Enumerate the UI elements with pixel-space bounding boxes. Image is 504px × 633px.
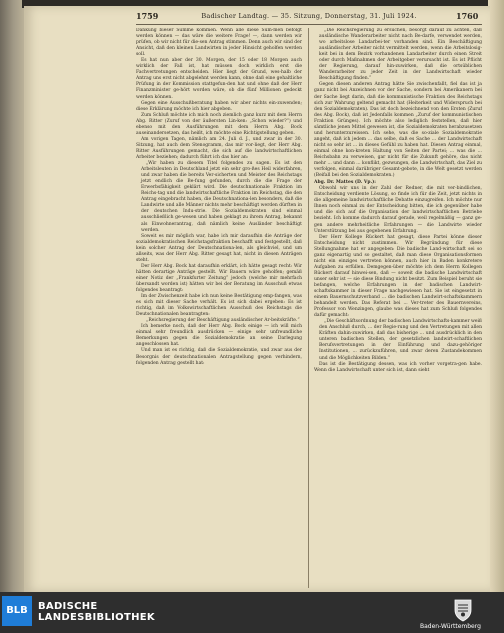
paragraph: „Wir haben zu diesem Titel folgendes zu sagen. Es ist den Arbeitsleuten in Deutschland jetzt ein sehr gro-ßes Heil widerfahren, und zwar haben die bereits Ver-sicherten und Meister des Reichstags jetzt endlich die Be-fung gefunden, durch die die Frage der Erwerbsfähigkeit geklärt wird. Die deutschnationale Fraktion im Reichs-tag und die landwirtschaftliche Fraktion im Reichstag, die den Antrag eingebracht haben, die Deutschnationa-len besonders, daß die Landwirte und alle Männer nichts mehr beschäftigt werden dürften in der deutschen Indu-strie. Die Sozialdemokraten sind einmal ausschließlich ge-wesen und haben geklagt zu ihrem Antrag, bekannt als Einwohnerantrag, daß nämlich keine Ausländer beschäftigt werden.	[141, 161, 302, 233]
paragraph: Der Herr Abg. Bock hat daraufhin erklärt, ich hätte gesagt recht: Wir hätten derartige Anträge gestellt. Wir Bauern wäre geholfen; gemäß einer Notiz der „Frankfurter Zeitung“ jedoch (welche mir mehrfach übersandt worden ist) hätten wir bei der Beratung im Ausschuß etwas folgendes beantragt:	[136, 263, 302, 294]
paragraph: Das ist die Bestätigung dessen, was ich vorher vorgetra-gen habe. Wenn die Landwirtschaft unter sich ist, dann sieht	[314, 361, 482, 373]
paragraph: „Reichsregierung der Beschäftigung ausländischer Ar-beitskräfte.“	[146, 318, 300, 324]
paragraph: Gegen eine Ausschußberatung haben wir aber nichts ein-zuwenden; diese Erklärung möchte ich hier abgeben.	[136, 100, 302, 112]
coat-of-arms-icon	[452, 598, 474, 622]
paragraph: „Die Geschäftsordnung der badischen Landwirtschafts-kammer weiß den Anschluß durch, ... der Regie-rung und den Vertretungen mit allen Kräften dahin-zuwirken, daß das bisherige ... und ausdrücklich in den unteren badischen Stellen, der gesetzlichen landwirt-schaftlichen Berufsvertretungen in der Einführung und dazu-gehöriger Institutionen, ... zurückzuführen, und zwar deren Zustandekommen und die Möglichkeiten Bilden.“	[319, 319, 482, 361]
paragraph: Zum Schluß möchte ich mich noch ziemlich ganz kurz mit dem Herrn Abg. Ritter (Zuruf von der äußersten Lin-ken: „Schon wieder?“) und ebenso mit den Ausführungen mit dem Herrn Abg. Bock auseinandersetzen, das heißt, ich möchte eine Richtigstellung geben.	[136, 112, 302, 136]
paragraph: Dankung bieser Summe kommen. Wenn alle diese Sum-men befolgt werden können — das wäre die weitere Frage! —, dann werden wir prüfen, ob wir nicht für die-sen Antrag stimmen. Denn auch wir sind der Ansicht, daß den kleinen Landwirten in jeder Hinsicht geholfen werden soll.	[136, 28, 302, 58]
speaker-heading: Abg. Dr. Mattes (D. Vp.):	[314, 180, 376, 186]
paragraph: Und man ist es richtig, daß die Sozialdemokratie, und zwar aus der Besorgnis der deutschnationalen Antragstellung gegen verhindern, folgenden Antrag gestellt hat:	[136, 348, 302, 366]
column-divider	[308, 28, 309, 588]
paragraph: Am vorigen Tagen, nämlich am 24. Juli d. J., und zwar in der 30. Sitzung, hat auch dem Stenogramm, das mir vor-liegt, der Herr Abg. Ritter Ausführungen gemacht, die sich auf die landwirtschaftlichen Arbeiter beziehen; dadurch führt ich das hier an:	[136, 136, 302, 160]
library-name-line1: BADISCHE	[38, 601, 98, 612]
library-name-line2: LANDESBIBLIOTHEK	[38, 612, 155, 623]
paragraph: „Die Reichsregierung zu ersuchen, besorgt darauf zu achten, daß ausländische Wanderarbeiter nicht nach Be-darfe, verwendet werden, wo arbeitslose Landarbei-ter vorhanden sind. Ein Beschäftigung ausländischer Arbeiter nicht vermittelt werden, wenn die Arbeitslosig-keit bei in dem Bezirk vorhandenen Landarbeiter durch einen Streit oder durch Maßnahmen der Arbeitgeber verursacht ist. Es ist Pflicht der Regierung, darauf hin-zuwirken, daß die ortsüblichen Wanderarbeiter zu jeder Zeit in der Landwirtschaft wieder Beschäftigung finden.“	[319, 28, 482, 82]
page-number-left: 1759	[136, 11, 159, 21]
paragraph: Es hat nun aber der 30. Morgen, der 15 oder 18 Morgen auch wirklich der Fall ist, hat müssen doch wirklich erst die Fachvertretungen entscheiden. Hier liegt der Grund, wes-halb der Antrag uns erst nicht abgelehnt werden kann, ohne daß eine gehaltliche Prüfung in der Kommission stattgefun-den hat und ohne daß der Herr Finanzminister ge-hört worden wäre, ob die fünf Millionen gedeckt werden können.	[136, 58, 302, 100]
header-rule	[136, 24, 482, 25]
running-title: Badischer Landtag. — 35. Sitzung, Donnerstag, 31. Juli 1924.	[201, 12, 417, 20]
paragraph: Obwohl wir uns in der Zahl der Redner, die mit ver-bindlichen, Entscheidung verdiente Lösung, so finde ich für die Zeit, jetzt nichts in die allgemeine landwirtschaftliche Debatte einzugreifen. Ich möchte nur Ihnen noch einmal zu der Entscheidung bitten, die ich gegenüber habe und die sich auf die Organisation der landwirtschaftlichen Betriebe bezieht. Ich komme dadurch darauf gerade, weil regelmäßig — ganz ge-gen andere mehrheitliche Erfahrungen — die Landwirte wieder Unterstützung bei aus gegebenen Erfahrung.	[314, 186, 482, 234]
text-column-right	[314, 28, 482, 588]
paragraph: Im der Zwischenzeit habe ich nun keine Bestätigung emp-fangen, was es sich mit dieser Sache verhält. Es ist sich dabei ergeben: Es ist richtig, daß im Volkswirtschaftlichen Ausschuß des Reichstags die Deutschnationalen beantragten:	[136, 294, 302, 318]
paragraph: Ich bemerke noch, daß der Herr Abg. Bock einige — ich will mich einmal sehr freundlich ausdrücken — einige sehr unfreundliche Bemerkungen gegen die Sozialdemokratie an seine Darlegung angeschlossen hat.	[136, 324, 302, 348]
region-label: Baden-Württemberg	[420, 623, 481, 630]
page-edge	[488, 0, 504, 592]
paragraph: Soweit es mir möglich war, habe ich mir daraufhin die Anträge der sozialdemokratischen Reichstagsfraktion beschafft und festgestellt, daß kein solcher Antrag der Deutschnationa-len, als gleichviel, und um allseits, was der Herr Abg. Ritter gesagt hat, nicht in diesen Anträgen steht.	[136, 233, 302, 263]
text-column-left	[136, 28, 302, 588]
blb-logo[interactable]	[2, 596, 32, 626]
document-page	[24, 6, 490, 592]
blb-logo-text: BLB	[6, 605, 28, 616]
paragraph: Gegen diesen anderen Antrag hätte Sie zwischenfallt, fiel das ist ja ganz nicht bei Anzeichnen vor der Sache, sondern bei Amerikanern bei der Sache liegt darin, daß die kommunistische Fraktion des Reichstags sich zur Wahrung geltend gemacht hat (Heiterkeit und Widerspruch bei den Sozialdemokraten). Das ist doch bezeichnend von den Ersten (Zuruf des Abg. Bock), daß ist Jedenfalls kommen „Zuruf der kommunistischen Fraktion Grünges). Ich möchte also lediglich feststellen, daß hier sämtliche jenen Mittel gewesen ist, die Sozialdemokraten herabzusetzen und herunterzureissen. Ich sehe, was die so-ziale Sozialdemokratie angeht, daß ich jedem ... das selbe, daß es Sache ... der Landwirtschaft nicht so sehr ist ... in dieses Gefühl zu haben hat. Diesen Antrag einmal, einmal ohne kon-kreten Haltung von Seiten der Partei; ... was die ... Reichsbahn zu verweisen, gar nicht für die Zukunft gehöre, das nicht mehr ... und dann ... konflikt, gezwungen, die Landwirtschaft, das Ziel zu verfolgen, einmal darübriger Gesamt-gebote, in die Welt gesetzt werden (Beifall bei den Sozialdemokraten.)	[314, 82, 482, 179]
page-number-right: 1760	[456, 11, 479, 21]
library-name[interactable]	[38, 601, 155, 623]
paragraph: Der Herr Kollege Rückert hat gesagt, diese Partei könne dieser Entscheidung nicht zustimmen. Wir Begründung für diese Stellungnahme hat er angegeben: Die badische Land-wirtschaft sei so ganz eigenartig und so gestaltet, daß man diese Organisationsformen nicht ein einziges vertreten können, auch hier in Baden konkretere Aufgaben zu erfüllen. Demgegen-über möchte ich dem Herrn Kollegen Rückert darauf hinwei-sen, daß — soweit die badische Landwirtschaft unser sehr ist — sie diese Bindung nicht besitzt. Zum Beispiel beruht sie befangen, welche Erfahrungen in der badischen Landwirt-schaftskammer in dieser Frage nachgewiesen hat. Sie ist eingesetzt in einem Bauernschutzverband ... die badischen Landwirt-schaftskammern behandelt werden. Das Referat bei ... Ver-treter des Bauernvereins, Professor von Wenzingen, glaube was dieses hat zum Schluß folgendes dafür gemacht:	[314, 234, 482, 319]
